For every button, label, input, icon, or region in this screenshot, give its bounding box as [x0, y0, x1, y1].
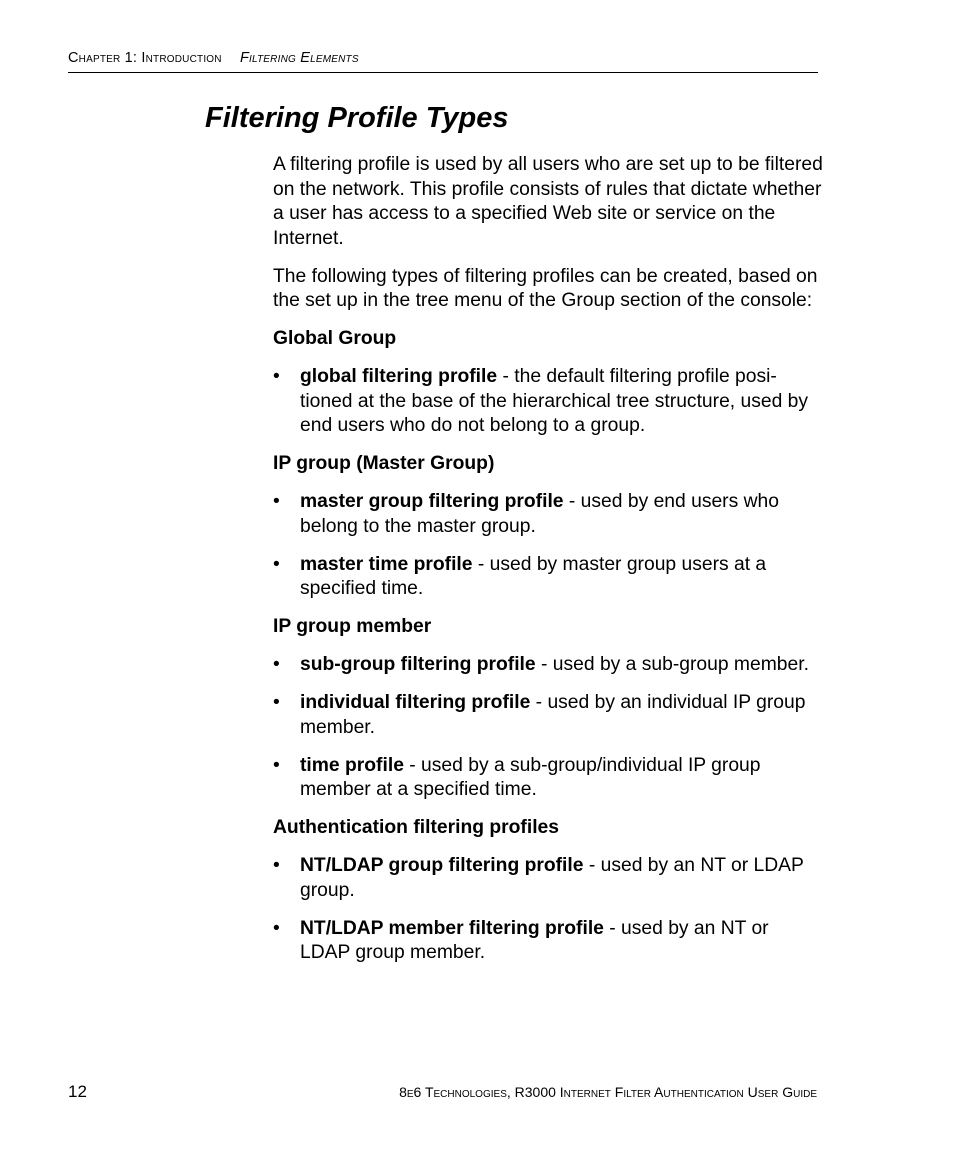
list-item-desc: - used by master group users at a specified time. [300, 553, 767, 599]
bullet-icon: • [273, 553, 280, 575]
list-item [273, 917, 823, 966]
page-number: 12 [68, 1082, 87, 1101]
bullet-icon: • [273, 366, 280, 387]
bullet-icon: • [273, 491, 280, 512]
list-item-term: time profile [300, 754, 404, 776]
list-item-desc: - used by a sub-group member. [535, 654, 809, 675]
running-footer: 8e6 Technologies, R3000 Internet Filter Authentication User Guide [399, 1084, 817, 1100]
list-item-desc: - used by a sub-group/individual IP group member at a specified time. [300, 754, 761, 800]
list-item [273, 365, 823, 439]
master-group-list [273, 490, 823, 602]
authentication-list [273, 854, 823, 966]
bullet-icon: • [273, 754, 280, 776]
list-item-term: NT/LDAP group filtering profile [300, 855, 584, 876]
header-divider [68, 72, 818, 73]
list-item [273, 653, 823, 678]
list-item-desc: - the default filtering profile posi-tioned at the base of the hierarchical tree structure, used by end users who do not belong to a group. [300, 366, 809, 436]
list-item-term: master time profile [300, 553, 473, 575]
ip-member-list [273, 653, 823, 803]
list-item-term: master group filtering profile [300, 491, 564, 512]
page-title: Filtering Profile Types [205, 102, 509, 134]
list-item-desc: - used by an individual IP group member. [300, 692, 806, 738]
list-item [273, 691, 823, 740]
list-item [273, 553, 823, 602]
list-item [273, 854, 823, 903]
list-item [273, 490, 823, 539]
running-header [68, 50, 817, 66]
global-group-list [273, 365, 823, 439]
list-item-desc: - used by an NT or LDAP group member. [300, 917, 769, 963]
group-heading-ip-master: IP group (Master Group) [273, 453, 495, 474]
intro-paragraph-1: A filtering profile is used by all users who are set up to be filtered on the network. This profile consists of rules that dictate whether a user has access to a specified Web site or service on the Internet. [273, 154, 823, 249]
bullet-icon: • [273, 654, 280, 675]
bullet-icon: • [273, 855, 280, 876]
list-item-desc: - used by end users who belong to the master group. [300, 491, 779, 537]
bullet-icon: • [273, 692, 280, 713]
group-heading-authentication: Authentication filtering profiles [273, 817, 560, 838]
intro-paragraph-2: The following types of filtering profiles can be created, based on the set up in the tree menu of the Group section of the console: [273, 265, 818, 311]
section-label: Filtering Elements [239, 50, 359, 66]
bullet-icon: • [273, 917, 280, 939]
list-item-term: global filtering profile [300, 366, 498, 387]
list-item-desc: - used by an NT or LDAP group. [300, 855, 804, 901]
chapter-label: Chapter 1: Introduction [68, 50, 222, 66]
group-heading-ip-member: IP group member [273, 616, 432, 637]
list-item-term: NT/LDAP member filtering profile [300, 917, 604, 939]
list-item [273, 754, 823, 803]
list-item-term: individual filtering profile [300, 692, 531, 713]
group-heading-global: Global Group [273, 328, 397, 349]
list-item-term: sub-group filtering profile [300, 654, 536, 675]
main-content [273, 153, 823, 979]
